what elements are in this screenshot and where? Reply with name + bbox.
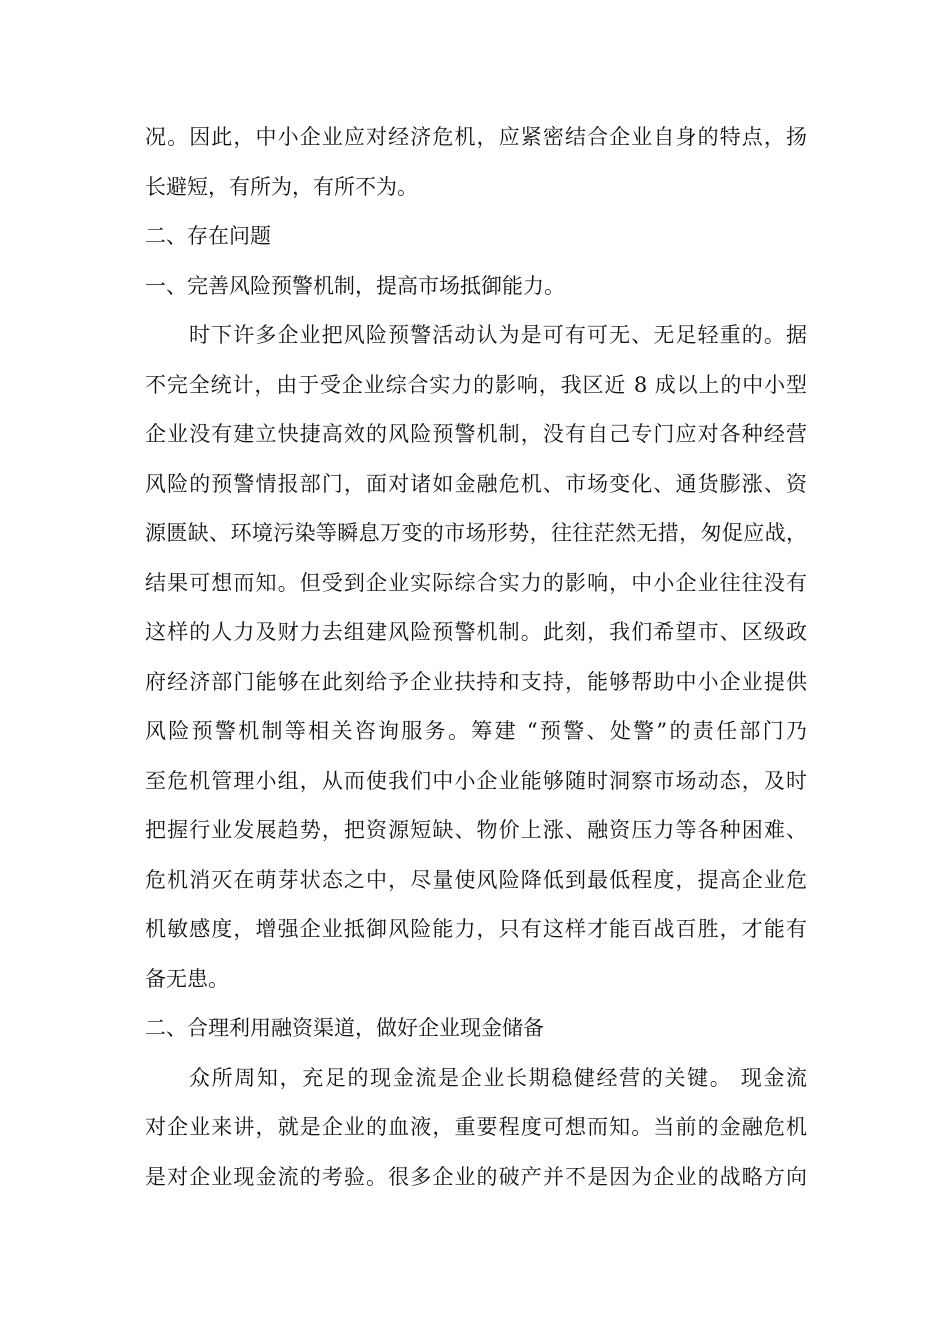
text-line: 风险预警机制等相关咨询服务。筹建 “预警、处警”的责任部门乃	[145, 719, 807, 743]
body-paragraph	[145, 113, 807, 212]
text-line: 结果可想而知。但受到企业实际综合实力的影响，中小企业往往没有	[145, 570, 807, 595]
text-line: 对企业来讲，就是企业的血液，重要程度可想而知。当前的金融危机	[145, 1115, 807, 1139]
text-line: 机敏感度，增强企业抵御风险能力，只有这样才能百战百胜，才能有	[145, 917, 807, 941]
text-line: 时下许多企业把风险预警活动认为是可有可无、无足轻重的。据	[189, 323, 807, 347]
text-line: 长避短，有所为，有所不为。	[145, 174, 418, 199]
section-heading: 二、存在问题	[145, 224, 271, 248]
text-line: 备无患。	[145, 966, 229, 991]
body-paragraph	[145, 311, 807, 1004]
text-line: 不完全统计，由于受企业综合实力的影响，我区近 8 成以上的中小型	[145, 372, 807, 397]
section-heading: 一、完善风险预警机制，提高市场抵御能力。	[145, 273, 565, 298]
text-line: 源匮缺、环境污染等瞬息万变的市场形势，往往茫然无措，匆促应战，	[145, 521, 807, 545]
text-line: 风险的预警情报部门，面对诸如金融危机、市场变化、通货膨涨、资	[145, 471, 807, 496]
text-line: 这样的人力及财力去组建风险预警机制。此刻，我们希望市、区级政	[145, 620, 807, 644]
text-line: 府经济部门能够在此刻给予企业扶持和支持，能够帮助中小企业提供	[145, 669, 807, 694]
text-line: 把握行业发展趋势，把资源短缺、物价上涨、融资压力等各种困难、	[145, 818, 807, 842]
text-line: 危机消灭在萌芽状态之中，尽量使风险降低到最低程度，提高企业危	[145, 867, 807, 892]
text-line: 企业没有建立快捷高效的风险预警机制，没有自己专门应对各种经营	[145, 422, 807, 446]
section-heading: 二、合理利用融资渠道，做好企业现金储备	[145, 1016, 544, 1040]
text-line: 众所周知，充足的现金流是企业长期稳健经营的关键。 现金流	[189, 1065, 807, 1090]
document-page	[145, 113, 807, 1202]
text-line: 是对企业现金流的考验。很多企业的破产并不是因为企业的战略方向	[145, 1164, 807, 1189]
text-line: 至危机管理小组，从而使我们中小企业能够随时洞察市场动态，及时	[145, 768, 807, 793]
body-paragraph	[145, 1054, 807, 1203]
text-line: 况。因此，中小企业应对经济危机，应紧密结合企业自身的特点，扬	[145, 125, 807, 149]
